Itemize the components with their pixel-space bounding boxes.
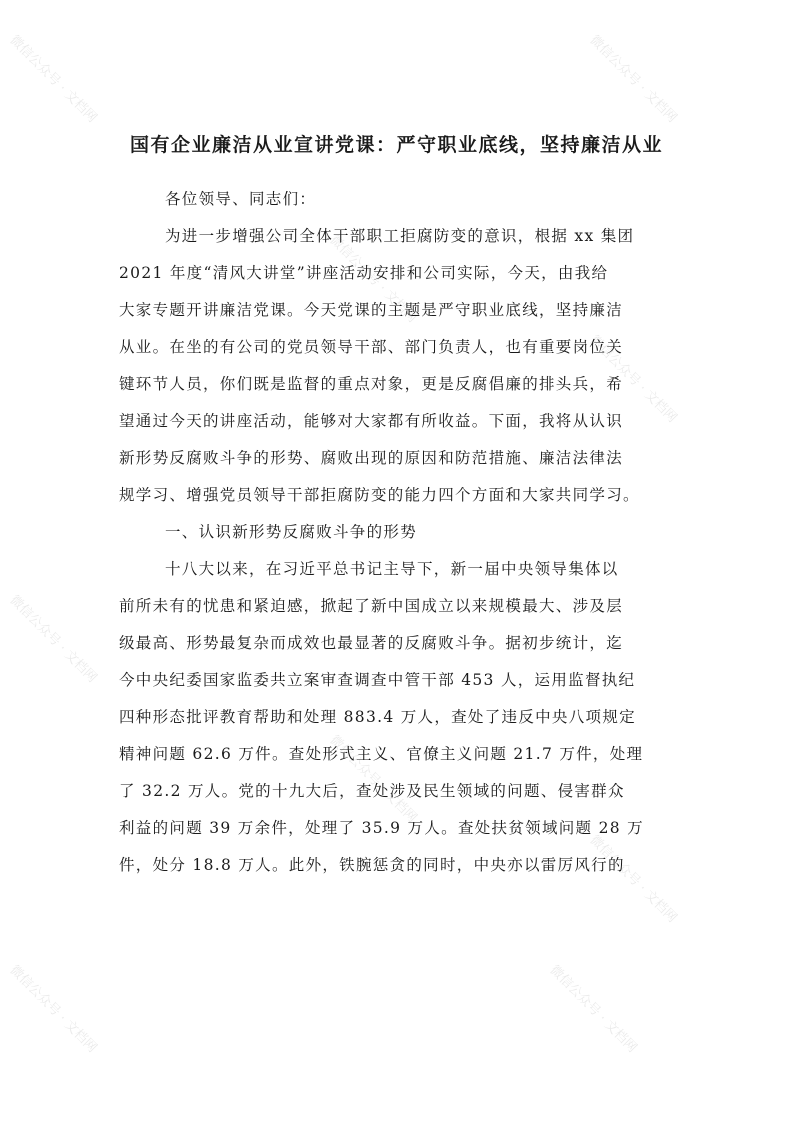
text-line: 四种形态批评教育帮助和处理 883.4 万人，查处了违反中央八项规定 [119,708,636,726]
text-line: 了 32.2 万人。党的十九大后，查处涉及民生领域的问题、侵害群众 [119,782,625,800]
text-line: 精神问题 62.6 万件。查处形式主义、官僚主义问题 21.7 万件，处理 [119,745,644,763]
text-line: 2021 年度“清风大讲堂”讲座活动安排和公司实际，今天，由我给 [119,264,609,282]
text-line: 级最高、形势最复杂而成效也最显著的反腐败斗争。据初步统计，迄 [119,634,624,652]
watermark-text: 微信公众号 · 文档网 [326,732,420,826]
watermark-text: 微信公众号 · 文档网 [586,832,680,926]
watermark-text: 微信公众号 · 文档网 [326,232,420,326]
watermark-text: 微信公众号 · 文档网 [6,592,100,686]
text-line: 各位领导、同志们： [165,190,317,208]
text-line: 件，处分 18.8 万人。此外，铁腕惩贪的同时，中央亦以雷厉风行的 [119,856,625,874]
text-line: 今中央纪委国家监委共立案审查调查中管干部 453 人，运用监督执纪 [119,671,636,689]
text-line: 规学习、增强党员领导干部拒腐防变的能力四个方面和大家共同学习。 [119,486,640,504]
text-line: 大家专题开讲廉洁党课。今天党课的主题是严守职业底线，坚持廉洁 [119,301,624,319]
watermark-text: 微信公众号 · 文档网 [6,962,100,1056]
text-line: 一、认识新形势反腐败斗争的形势 [165,523,418,541]
text-line: 前所未有的忧患和紧迫感，掀起了新中国成立以来规模最大、涉及层 [119,597,624,615]
text-line: 望通过今天的讲座活动，能够对大家都有所收益。下面，我将从认识 [119,412,624,430]
watermark-text: 微信公众号 · 文档网 [586,332,680,426]
text-line: 为进一步增强公司全体干部职工拒腐防变的意识，根据 xx 集团 [165,227,635,245]
text-line: 键环节人员，你们既是监督的重点对象，更是反腐倡廉的排头兵，希 [119,375,624,393]
text-line: 新形势反腐败斗争的形势、腐败出现的原因和防范措施、廉洁法律法 [119,449,624,467]
document-title: 国有企业廉洁从业宣讲党课：严守职业底线，坚持廉洁从业 [129,134,663,156]
watermark-text: 微信公众号 · 文档网 [546,962,640,1056]
text-line: 利益的问题 39 万余件，处理了 35.9 万人。查处扶贫领域问题 28 万 [119,819,644,837]
watermark-text: 微信公众号 · 文档网 [6,32,100,126]
text-line: 从业。在坐的有公司的党员领导干部、部门负责人，也有重要岗位关 [119,338,624,356]
document-body [119,181,681,884]
text-line: 十八大以来，在习近平总书记主导下，新一届中央领导集体以 [165,560,619,578]
watermark-text: 微信公众号 · 文档网 [586,32,680,126]
